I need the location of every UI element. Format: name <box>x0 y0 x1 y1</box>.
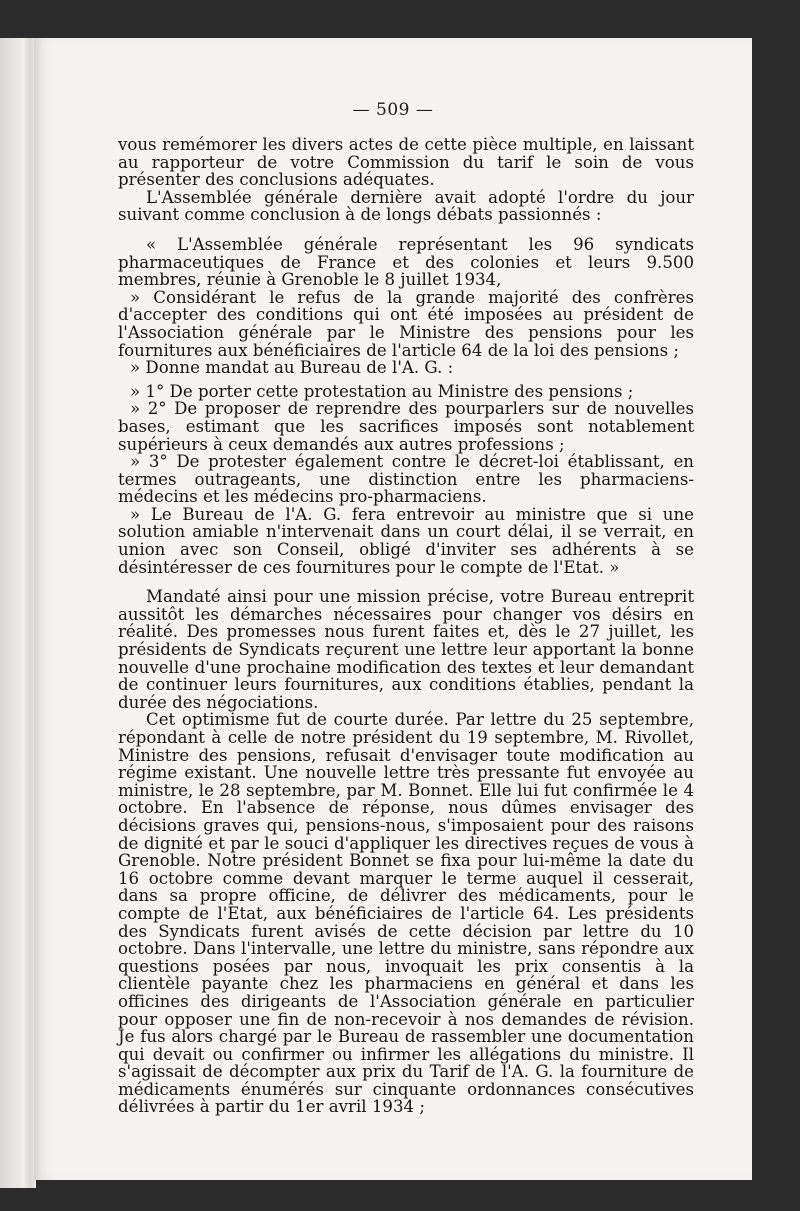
quote-paragraph: « L'Assemblée générale représentant les 96 syndicats pharmaceutiques de France et des colonies et leurs 9.500 membres, réunie à Grenoble le 8 juillet 1934, <box>118 234 694 290</box>
paragraph: Cet optimisme fut de courte durée. Par lettre du 25 septembre, répondant à celle de notre président du 19 septembre, M. Rivollet, Ministre des pensions, refusait d'envisager toute modification au régime existant. Une nouvelle lettre très pressante fut envoyée au ministre, le 28 septembre, par M. Bonnet. Elle lui fut confirmée le 4 octobre. En l'absence de réponse, nous dûmes envisager des décisions graves qui, pensions-nous, s'imposaient pour des raisons de dignité et par le souci d'appliquer les directives reçues de vous à Grenoble. Notre président Bonnet se fixa pour lui-même la date du 16 octobre comme devant marquer le terme auquel il cesserait, dans sa propre officine, de délivrer des médicaments, pour le compte de l'Etat, aux bénéficiaires de l'article 64. Les présidents des Syndicats furent avisés de cette décision par lettre du 10 octobre. Dans l'intervalle, une lettre du ministre, sans répondre aux questions posées par nous, invoquait les prix consentis à la clientèle payante chez les pharmaciens en général et dans les officines des dirigeants de l'Association générale en particulier pour opposer une fin de non-recevoir à nos demandes de révision. Je fus alors chargé par le Bureau de rassembler une documentation qui devait ou confirmer ou infirmer les allégations du ministre. Il s'agissait de décompter aux prix du Tarif de l'A. G. la fourniture de médicaments énumérés sur cinquante ordonnances consécutives délivrées à partir du 1er avril 1934 ; <box>118 710 694 1117</box>
paragraph: L'Assemblée générale dernière avait adopté l'ordre du jour suivant comme conclusion à de longs débats passionnés : <box>118 187 694 225</box>
quote-paragraph: » 2° De proposer de reprendre des pourparlers sur de nouvelles bases, estimant que les sacrifices imposés sont notablement supérieurs à ceux demandés aux autres professions ; <box>118 399 694 454</box>
quote-paragraph: » Considérant le refus de la grande majorité des confrères d'accepter des conditions qui ont été imposées au président de l'Association générale par le Ministre des pensions pour les fournitures aux bénéficiaires de l'article 64 de la loi des pensions ; <box>118 287 694 360</box>
quote-paragraph: » 3° De protester également contre le décret-loi établissant, en termes outrageants, une distinction entre les pharmaciens-médecins et les médecins pro-pharmaciens. <box>118 452 694 507</box>
document-page <box>34 38 752 1180</box>
quote-paragraph: » Donne mandat au Bureau de l'A. G. : <box>130 358 454 378</box>
body-text <box>118 136 694 1116</box>
quote-paragraph: » 1° De porter cette protestation au Ministre des pensions ; <box>130 381 634 401</box>
paragraph: vous remémorer les divers actes de cette pièce multiple, en laissant au rapporteur de votre Commission du tarif le soin de vous présenter des conclusions adéquates. <box>118 135 694 190</box>
paragraph: Mandaté ainsi pour une mission précise, votre Bureau entreprit aussitôt les démarches nécessaires pour changer vos désirs en réalité. Des promesses nous furent faites et, dès le 27 juillet, les présidents de Syndicats reçurent une lettre leur apportant la bonne nouvelle d'une prochaine modification des textes et leur demandant de continuer leurs fournitures, aux conditions établies, pendant la durée des négociations. <box>118 587 694 712</box>
quote-paragraph: » Le Bureau de l'A. G. fera entrevoir au ministre que si une solution amiable n'intervenait dans un court délai, il se verrait, en union avec son Conseil, obligé d'inviter ses adhérents à se désintéresser de ces fournitures pour le compte de l'Etat. » <box>118 504 694 577</box>
page-number: — 509 — <box>352 100 434 120</box>
